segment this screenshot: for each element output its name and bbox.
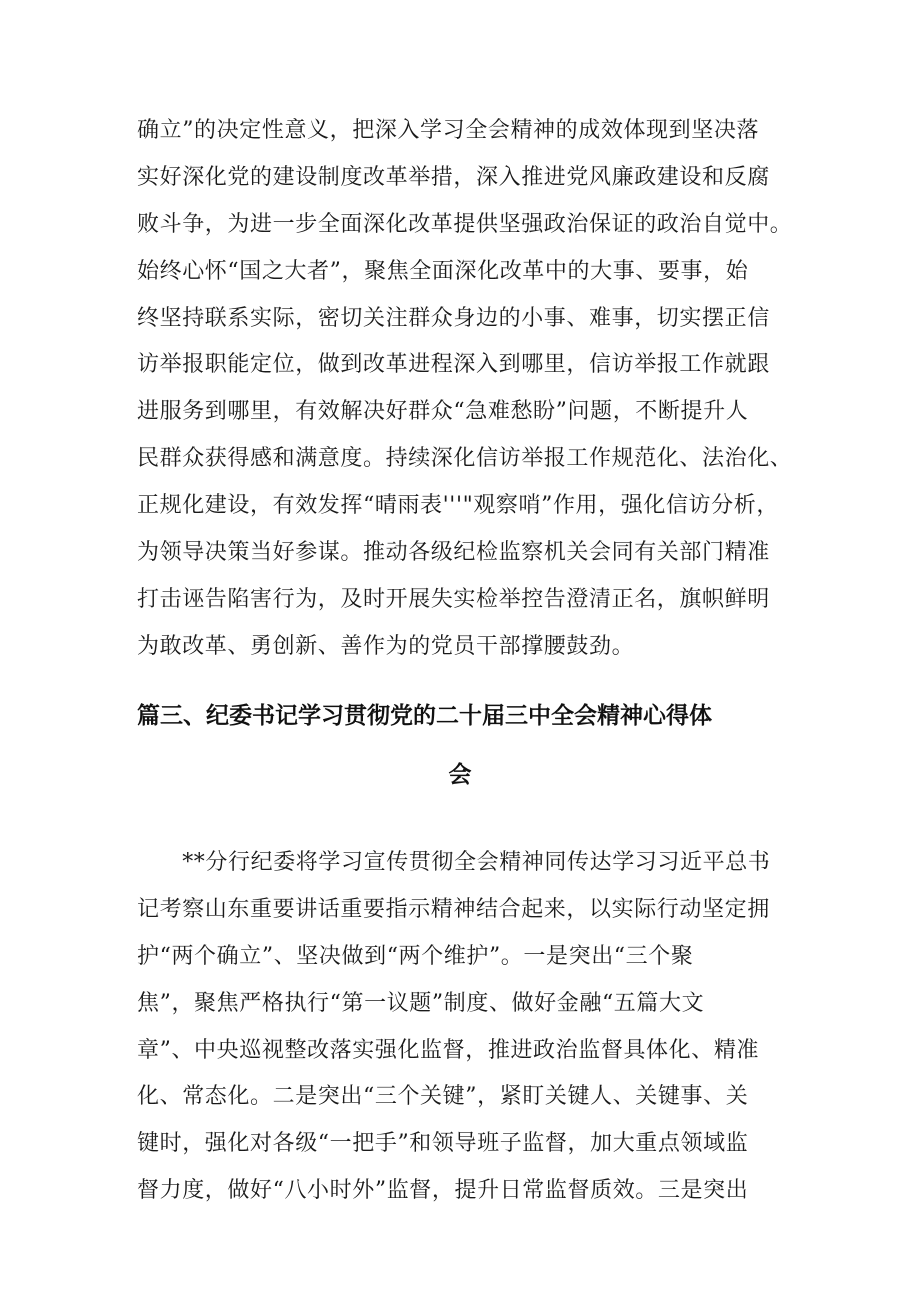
text-line: 记考察山东重要讲话重要指示精神结合起来，以实际行动坚定拥 [137, 896, 770, 922]
text-line: 打击诬告陷害行为，及时开展失实检举控告澄清正名，旗帜鲜明 [137, 586, 770, 612]
text-line: 化、常态化。二是突出“三个关键”，紧盯关键人、关键事、关 [137, 1084, 749, 1110]
section-heading-continuation: 会 [448, 762, 472, 788]
text-line: 正规化建设，有效发挥“晴雨表'''"观察哨”作用，强化信访分析， [137, 493, 779, 519]
text-line: 民群众获得感和满意度。持续深化信访举报工作规范化、法治化、 [137, 446, 793, 472]
text-line: 确立”的决定性意义，把深入学习全会精神的成效体现到坚决落 [137, 118, 760, 143]
text-line: 实好深化党的建设制度改革举措，深入推进党风廉政建设和反腐 [137, 164, 770, 190]
body-paragraph-2 [137, 840, 789, 1215]
text-line: 始终心怀“国之大者”，聚焦全面深化改革中的大事、要事，始 [137, 258, 749, 284]
text-line: 进服务到哪里，有效解决好群众“急难愁盼”问题，不断提升人 [137, 399, 749, 425]
text-line: 为敢改革、勇创新、善作为的党员干部撑腰鼓劲。 [137, 633, 635, 659]
text-line: 护“两个确立”、坚决做到“两个维护”。一是突出“三个聚 [137, 943, 694, 969]
text-line: 章”、中央巡视整改落实强化监督，推进政治监督具体化、精准 [137, 1037, 760, 1063]
text-line: 焦”，聚焦严格执行“第一议题”制度、做好金融“五篇大文 [137, 990, 705, 1016]
text-line: 键时，强化对各级“一把手”和领导班子监督，加大重点领域监 [137, 1131, 749, 1157]
text-line: 败斗争，为进一步全面深化改革提供坚强政治保证的政治自觉中。 [137, 211, 793, 237]
text-line: 访举报职能定位，做到改革进程深入到哪里，信访举报工作就跟 [137, 352, 770, 378]
text-line: 督力度，做好“八小时外”监督，提升日常监督质效。三是突出 [137, 1178, 749, 1204]
body-paragraph-1 [137, 108, 793, 671]
section-heading: 篇三、纪委书记学习贯彻党的二十届三中全会精神心得体 [137, 703, 712, 729]
text-line: 终坚持联系实际，密切关注群众身边的小事、难事，切实摆正信 [137, 305, 770, 331]
text-line: 为领导决策当好参谋。推动各级纪检监察机关会同有关部门精准 [137, 540, 770, 566]
text-line: **分行纪委将学习宣传贯彻全会精神同传达学习习近平总书 [137, 850, 771, 875]
